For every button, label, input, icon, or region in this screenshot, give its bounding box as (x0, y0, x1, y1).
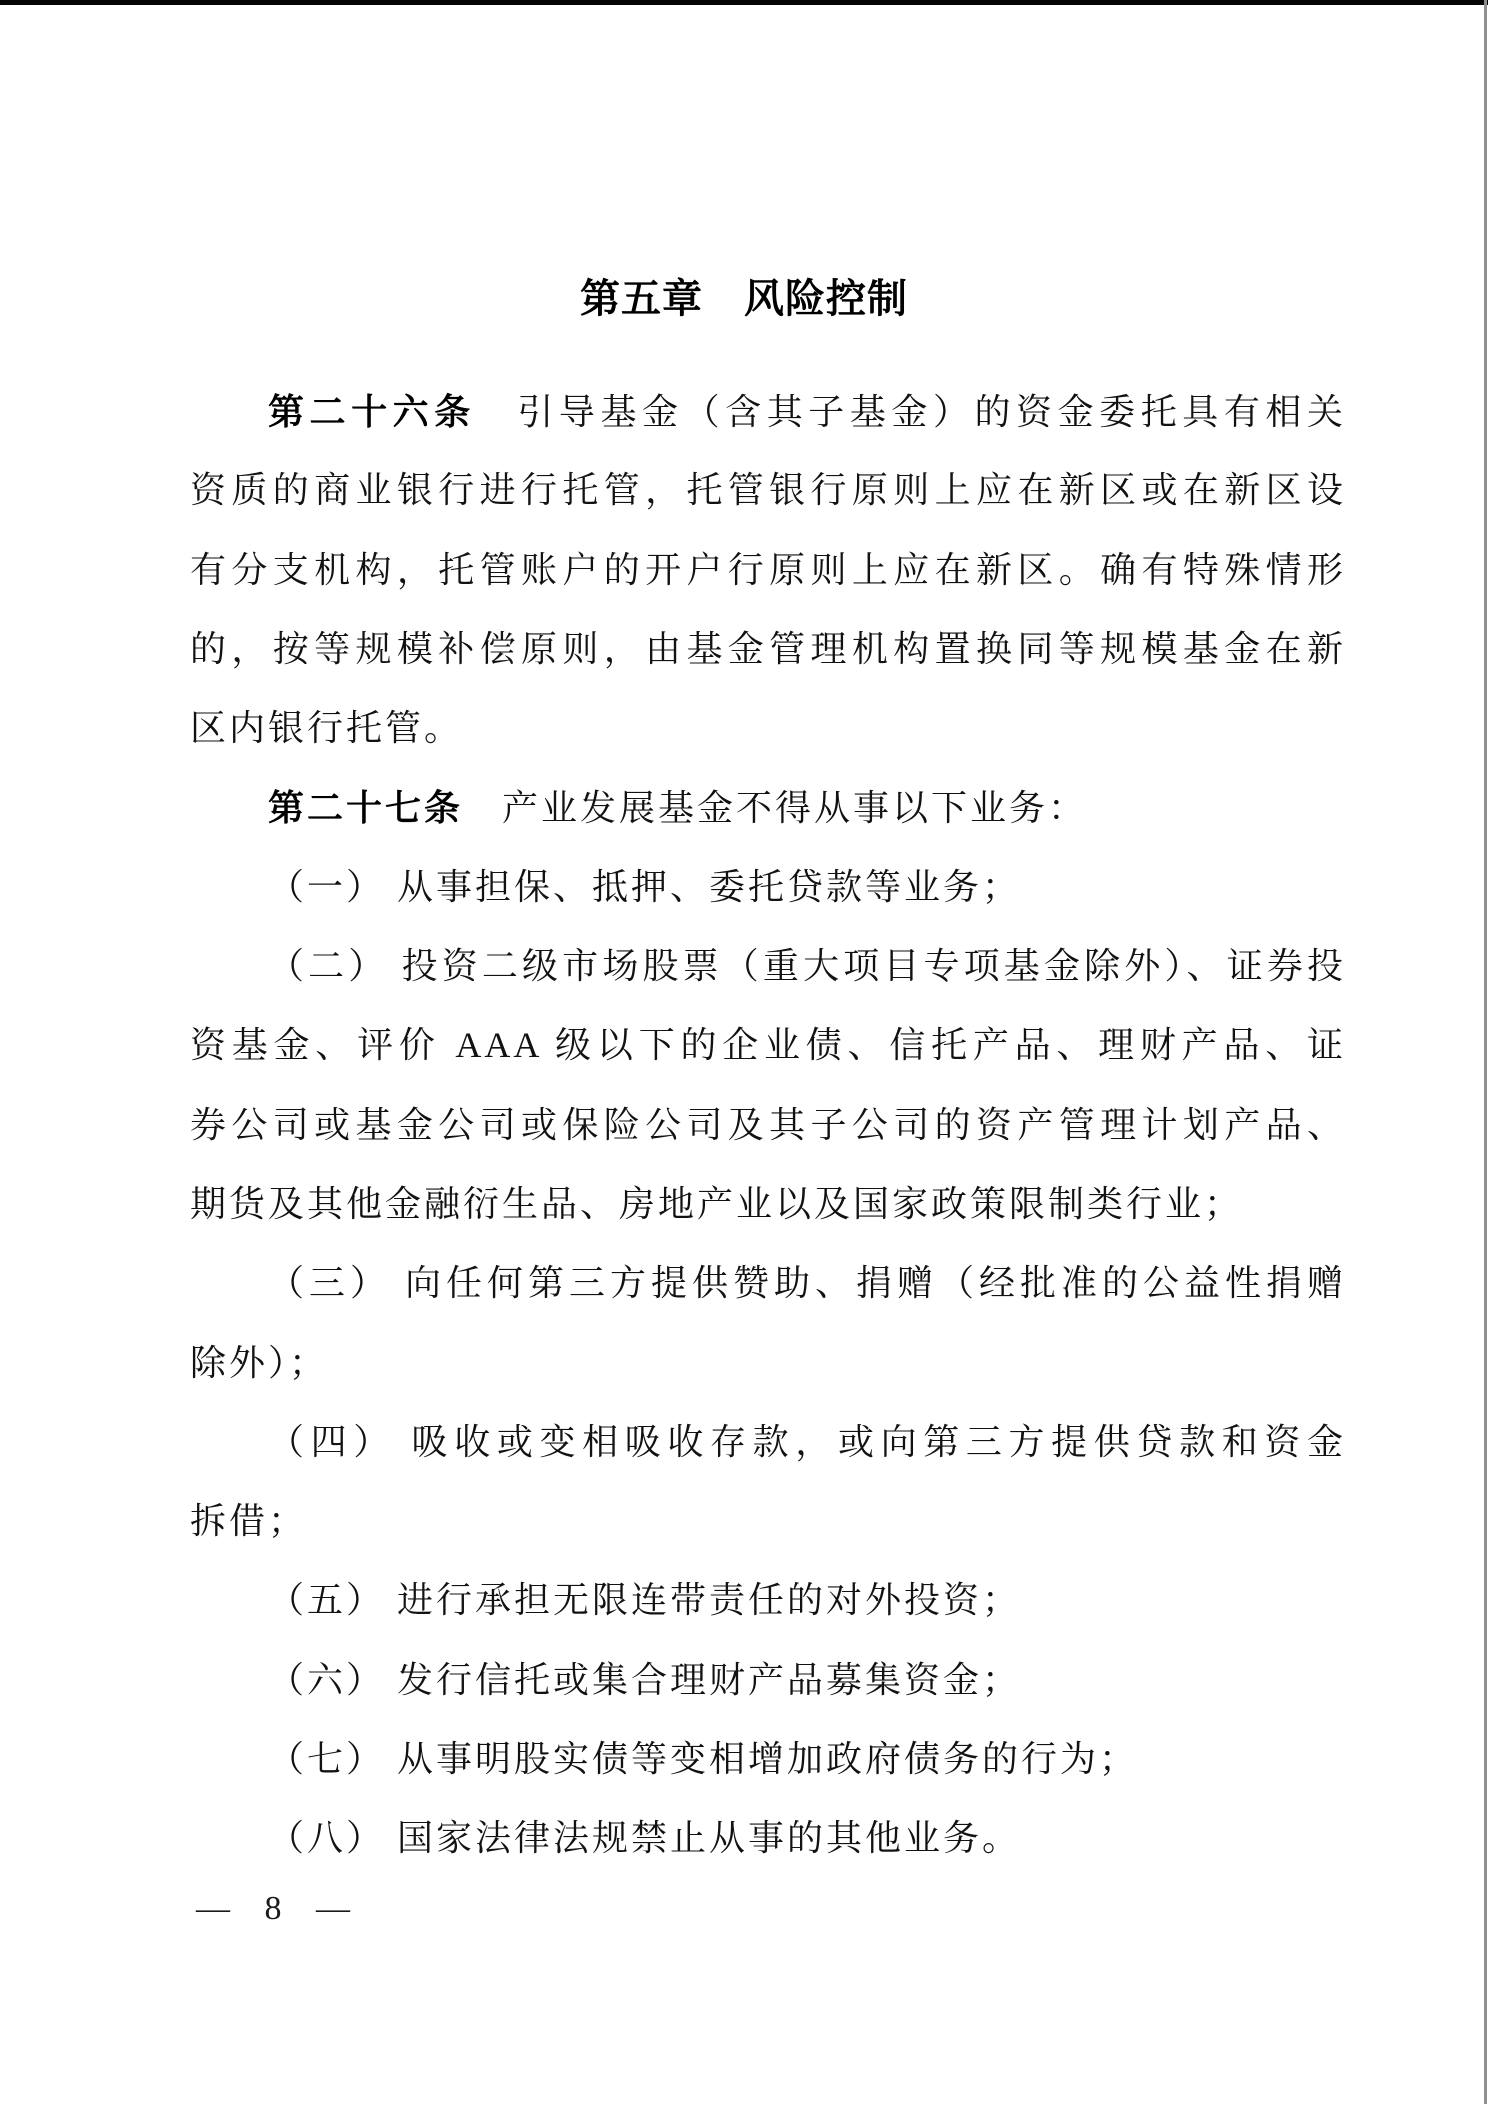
line-text: （一） 从事担保、抵押、委托贷款等业务； (268, 866, 1022, 907)
text-line (190, 372, 1346, 451)
text-line (190, 927, 1346, 1006)
text-line (190, 531, 1346, 610)
line-text: 区内银行托管。 (190, 708, 464, 749)
body-text (190, 372, 1346, 1879)
line-text: （四） 吸收或变相吸收存款，或向第三方提供贷款和资金 (268, 1421, 1346, 1462)
line-text: 的，按等规模补偿原则，由基金管理机构置换同等规模基金在新 (190, 628, 1346, 669)
text-line (190, 451, 1346, 530)
top-edge-line (0, 0, 1488, 5)
line-text: （五） 进行承担无限连带责任的对外投资； (268, 1580, 1022, 1621)
text-line (190, 689, 1346, 768)
article-number: 第二十七条 (268, 787, 464, 829)
line-text: （三） 向任何第三方提供赞助、捐赠（经批准的公益性捐赠 (268, 1263, 1346, 1304)
text-line (190, 1165, 1346, 1244)
line-text: 有分支机构，托管账户的开户行原则上应在新区。确有特殊情形 (190, 549, 1346, 590)
line-text: （六） 发行信托或集合理财产品募集资金； (268, 1659, 1022, 1700)
line-text: 产业发展基金不得从事以下业务： (463, 788, 1088, 829)
line-text: 拆借； (190, 1501, 308, 1542)
text-line (190, 768, 1346, 847)
text-line (190, 1561, 1346, 1640)
line-text: 引导基金（含其子基金）的资金委托具有相关 (475, 392, 1346, 432)
text-line (190, 1244, 1346, 1323)
line-text: （八） 国家法律法规禁止从事的其他业务。 (268, 1818, 1022, 1859)
chapter-title: 第五章 风险控制 (580, 277, 908, 321)
right-edge-line (1484, 0, 1487, 2104)
line-text: 资质的商业银行进行托管，托管银行原则上应在新区或在新区设 (190, 470, 1346, 511)
text-line (190, 1324, 1346, 1403)
text-line (190, 1482, 1346, 1561)
text-line (190, 610, 1346, 689)
text-line (190, 848, 1346, 927)
text-line (190, 1086, 1346, 1165)
line-text: 资基金、评价 AAA 级以下的企业债、信托产品、理财产品、证 (190, 1025, 1346, 1066)
page-number: — 8 — (196, 1890, 356, 1927)
line-text: （七） 从事明股实债等变相增加政府债务的行为； (268, 1739, 1139, 1780)
article-number: 第二十六条 (268, 391, 476, 432)
text-line (190, 1799, 1346, 1878)
line-text: 除外）； (190, 1342, 329, 1383)
text-line (190, 1403, 1346, 1482)
text-line (190, 1720, 1346, 1799)
line-text: （二） 投资二级市场股票（重大项目专项基金除外）、证券投 (268, 946, 1346, 987)
text-line (190, 1641, 1346, 1720)
line-text: 期货及其他金融衍生品、房地产业以及国家政策限制类行业； (190, 1183, 1244, 1224)
text-line (190, 1006, 1346, 1085)
line-text: 券公司或基金公司或保险公司及其子公司的资产管理计划产品、 (190, 1104, 1346, 1145)
